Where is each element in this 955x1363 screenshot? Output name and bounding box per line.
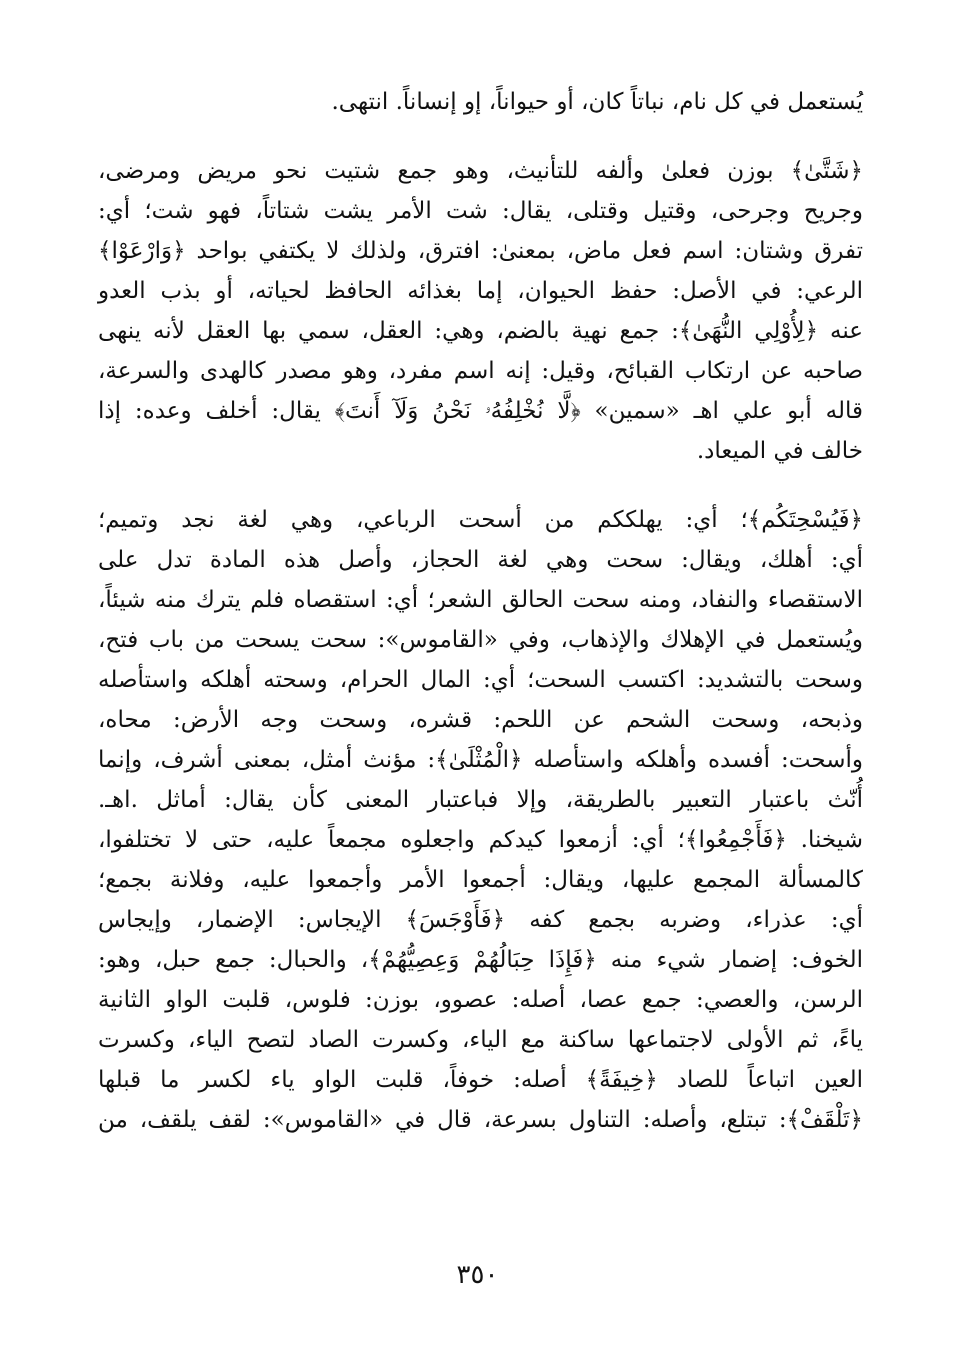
text-line: أي: عذراء، وضربه بجمع كفه ﴿فَأَوْجَسَ﴾ الإيجاس: الإضمار، وإيجاس [98, 907, 863, 933]
text-line: ﴿شَتَّىٰ﴾ بوزن فعلىٰ وألفه للتأنيث، وهو جمع شتيت نحو مريض ومرضى، [98, 158, 863, 184]
paragraph-spacer [98, 122, 863, 151]
text-line: وجريح وجرحى، وقتيل وقتلى، يقال: شت الأمر يشت شتاتاً، فهو شت؛ أي: [98, 198, 863, 224]
text-line: أُنّث باعتبار التعبير بالطريقة، وإلا فباعتبار المعنى كأن يقال: أماثل .اهـ. [98, 787, 863, 813]
text-line: الرعي: في الأصل: حفظ الحيوان، إما بغذائه الحافظ لحياته، أو بذب العدو [98, 278, 863, 304]
paragraph-2 [98, 151, 863, 471]
text-line: الرسن، والعصي: جمع عصا، أصله: عصوو، بوزن: فلوس، قلبت الواو الثانية [98, 987, 863, 1013]
text-line: ﴿فَيُسْحِتَكُم﴾؛ أي: يهلككم من أسحت الرباعي، وهي لغة نجد وتميم؛ [98, 507, 863, 533]
text-line: وذبحه، وسحت الشحم عن اللحم: قشره، وسحت وجه الأرض: محاه، [98, 707, 863, 733]
text-line: الاستقصاء والنفاد، ومنه سحت الحالق الشعر؛ أي: استقصاه فلم يترك منه شيئاً، [98, 587, 863, 613]
paragraph-spacer [98, 471, 863, 500]
text-line: كالمسألة المجمع عليها، ويقال: أجمعوا الأمر وأجمعوا عليه، وفلانة بجمع؛ [98, 867, 863, 893]
text-line: الخوف: إضمار شيء منه ﴿فَإِذَا حِبَالُهُمْ وَعِصِيُّهُمْ﴾، والحبال: جمع حبل، وهو: [98, 947, 863, 973]
text-line: تفرق وشتان: اسم فعل ماض، بمعنىٰ: افترق، ولذلك لا يكتفي بواحد ﴿وَارْعَوْا﴾ [98, 238, 863, 264]
paragraph-1 [98, 82, 863, 122]
text-line: صاحبه عن ارتكاب القبائح، وقيل: إنه اسم مفرد، وهو مصدر كالهدى والسرعة، [98, 358, 863, 384]
page-body [98, 82, 863, 1140]
text-line: وأسحت: أفسده وأهلكه واستأصله ﴿الْمُثْلَىٰ﴾: مؤنث أمثل، بمعنى أشرف، وإنما [98, 747, 863, 773]
text-line: أي: أهلك، ويقال: سحت وهي لغة الحجاز، وأصل هذه المادة تدل على [98, 547, 863, 573]
text-line: عنه ﴿لِأُوْلِي النُّهَىٰ﴾: جمع نهية بالضم، وهي: العقل، سمي بها العقل لأنه ينهى [98, 318, 863, 344]
text-line: ويُستعمل في الإهلاك والإذهاب، وفي «القاموس»: سحت يسحت من باب فتح، [98, 627, 863, 653]
text-line: ياءً، ثم الأولى لاجتماعها ساكنة مع الياء، وكسرت الصاد لتصح الياء، وكسرت [98, 1027, 863, 1053]
paragraph-3 [98, 500, 863, 1140]
text-line: العين اتباعاً للصاد ﴿خِيفَةً﴾ أصله: خوفاً، قلبت الواو ياء لكسر ما قبلها [98, 1067, 863, 1093]
page-number: ٣٥٠ [456, 1260, 499, 1290]
text-line: قاله أبو علي اهـ «سمين» ﴿لَّا نُخْلِفُهُۥ نَحْنُ وَلَآ أَنتَ﴾ يقال: أخلف وعده: إذا [98, 398, 863, 424]
text-line: شيخنا. ﴿فَأَجْمِعُوا﴾؛ أي: أزمعوا كيدكم واجعلوه مجمعاً عليه، حتى لا تختلفوا، [98, 827, 863, 853]
text-line: خالف في الميعاد. [696, 438, 863, 464]
text-line: وسحت بالتشديد: اكتسب السحت؛ أي: المال الحرام، وسحته أهلكه واستأصله [98, 667, 863, 693]
text-line: ﴿تَلْقَفْ﴾: تبتلع، وأصله: التناول بسرعة، قال في «القاموس»: لقف يلقف، من [98, 1107, 863, 1133]
text-line: يُستعمل في كل نام، نباتاً كان، أو حيواناً، إو إنساناً. انتهى. [331, 89, 863, 115]
